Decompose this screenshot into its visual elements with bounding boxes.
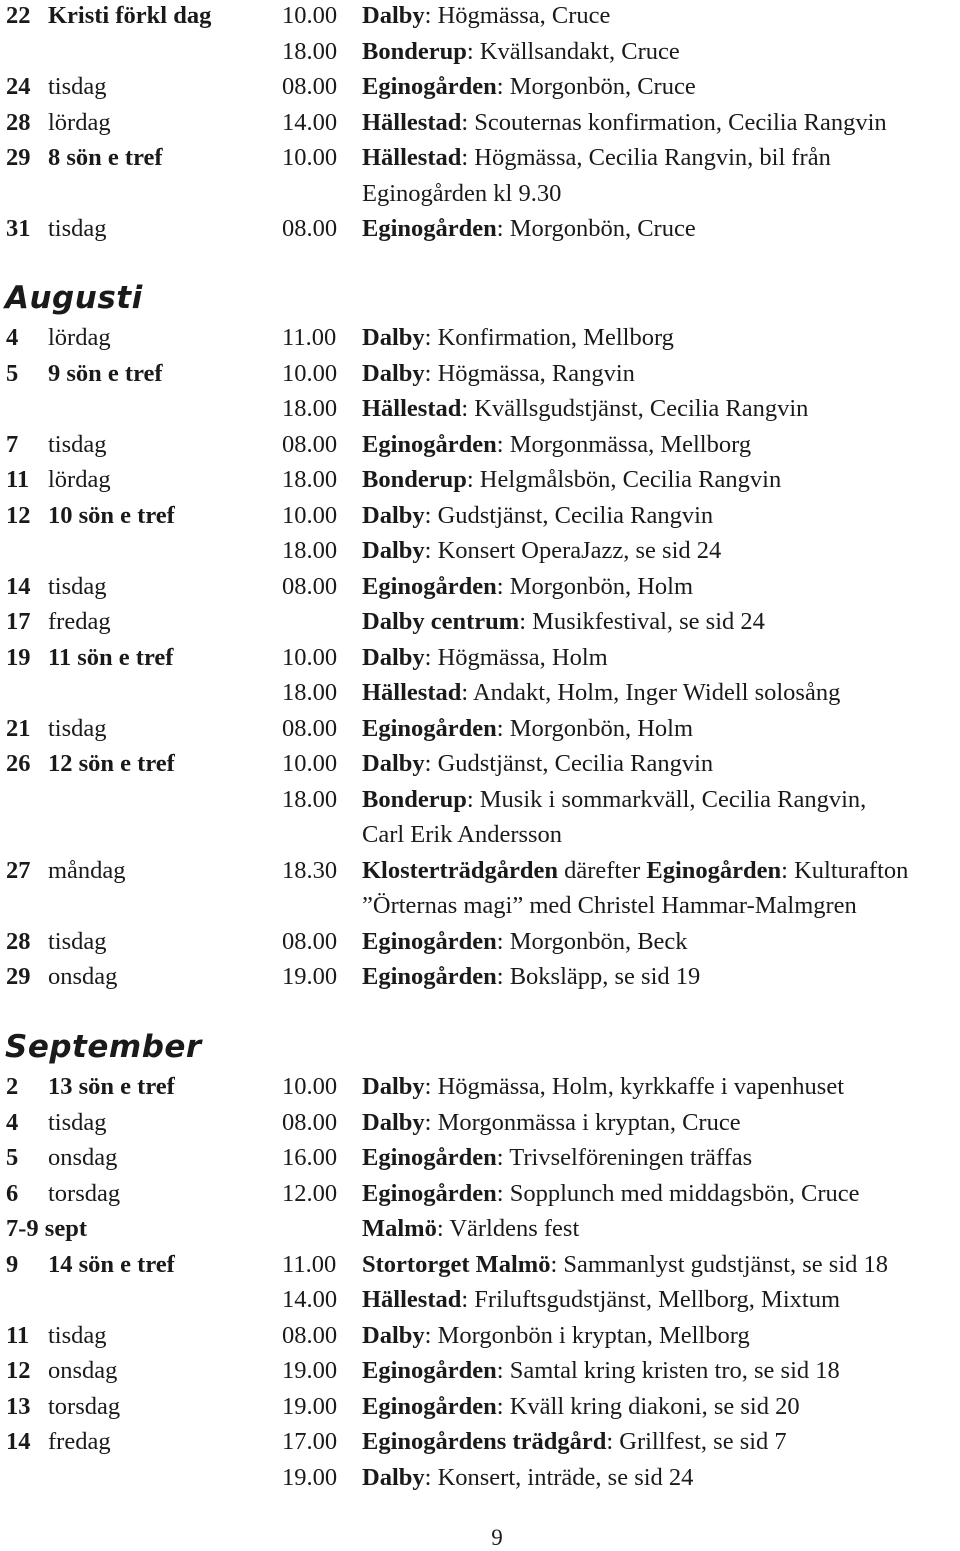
event-weekday: 11 sön e tref <box>48 643 174 671</box>
event-location: Bonderup <box>362 466 467 493</box>
event-location: Dalby <box>362 1463 425 1491</box>
event-row <box>0 924 960 959</box>
page-number: 9 <box>491 1525 503 1550</box>
event-day: 12 <box>6 1357 31 1384</box>
event-description <box>362 959 700 994</box>
event-description <box>362 140 831 175</box>
event-detail: : Scouternas konfirmation, Cecilia Rangvin <box>461 108 887 136</box>
event-day: 17 <box>6 608 31 635</box>
event-time: 08.00 <box>282 73 338 100</box>
event-day: 24 <box>6 73 31 100</box>
event-weekday: tisdag <box>48 572 107 600</box>
event-detail: : Musikfestival, se sid 24 <box>519 608 765 635</box>
event-row <box>0 1460 960 1495</box>
event-time: 08.00 <box>282 430 338 458</box>
month-heading-augusti: Augusti <box>5 280 143 316</box>
event-weekday: tisdag <box>48 1321 107 1349</box>
event-day: 2 <box>6 1073 19 1100</box>
event-row <box>0 888 960 923</box>
event-day: 13 <box>6 1392 31 1420</box>
event-day: 6 <box>6 1179 19 1207</box>
event-day: 7 <box>6 430 19 458</box>
event-row <box>0 604 960 639</box>
event-weekday: Kristi förkl dag <box>48 2 212 29</box>
event-day: 28 <box>6 108 31 136</box>
event-row <box>0 320 960 355</box>
event-row <box>0 782 960 817</box>
event-row <box>0 640 960 675</box>
event-description <box>362 746 713 781</box>
event-location: Malmö <box>362 1215 437 1242</box>
event-row <box>0 1140 960 1175</box>
event-time: 18.00 <box>282 395 338 422</box>
event-description <box>362 1211 579 1246</box>
event-time: 10.00 <box>282 501 338 529</box>
event-weekday: tisdag <box>48 215 107 242</box>
event-location: Dalby <box>362 501 425 529</box>
event-detail: : Boksläpp, se sid 19 <box>496 963 701 990</box>
event-detail: : Sammanlyst gudstjänst, se sid 18 <box>550 1250 889 1278</box>
event-description <box>362 1460 693 1495</box>
event-time: 08.00 <box>282 215 338 242</box>
event-weekday: lördag <box>48 108 111 136</box>
event-detail: Carl Erik Andersson <box>362 821 563 848</box>
event-detail: : Konfirmation, Mellborg <box>424 324 674 351</box>
event-detail: : Morgonmässa i kryptan, Cruce <box>424 1108 741 1136</box>
event-description <box>362 1069 844 1104</box>
event-day: 11 <box>6 1321 30 1349</box>
month-heading-september: September <box>5 1029 202 1065</box>
event-time: 10.00 <box>282 1073 338 1100</box>
event-time: 08.00 <box>282 1108 338 1136</box>
event-description <box>362 711 693 746</box>
event-row <box>0 1105 960 1140</box>
event-description <box>362 640 608 675</box>
event-time: 19.00 <box>282 1463 338 1491</box>
event-time: 14.00 <box>282 1286 338 1313</box>
event-detail: : Helgmålsbön, Cecilia Rangvin <box>466 466 782 493</box>
event-location: Hällestad <box>362 144 462 171</box>
event-time: 18.00 <box>282 537 338 564</box>
event-location: Hällestad <box>362 1286 462 1313</box>
event-row <box>0 1282 960 1317</box>
event-row <box>0 105 960 140</box>
event-detail: : Morgonbön i kryptan, Mellborg <box>424 1321 750 1349</box>
event-weekday: onsdag <box>48 1357 118 1384</box>
event-weekday: fredag <box>48 608 111 635</box>
event-day: 12 <box>6 501 31 529</box>
event-description <box>362 176 561 211</box>
event-time: 08.00 <box>282 572 338 600</box>
event-location: Hällestad <box>362 108 462 136</box>
event-detail: : Kulturafton <box>781 856 909 884</box>
event-time: 19.00 <box>282 1392 338 1420</box>
event-day: 19 <box>6 643 31 671</box>
event-weekday: lördag <box>48 466 111 493</box>
event-row <box>0 711 960 746</box>
event-weekday: lördag <box>48 324 111 351</box>
event-location: Eginogården <box>362 1357 497 1384</box>
event-location: Klosterträdgården <box>362 856 558 884</box>
event-day: 5 <box>6 359 19 387</box>
event-day: 29 <box>6 963 31 990</box>
event-time: 19.00 <box>282 963 338 990</box>
event-description <box>362 1282 840 1317</box>
event-detail: : Trivselföreningen träffas <box>496 1144 753 1171</box>
event-description <box>362 498 713 533</box>
event-description <box>362 1247 888 1282</box>
event-location: Hällestad <box>362 395 462 422</box>
event-description <box>362 105 887 140</box>
event-location: Eginogårdens trädgård <box>362 1428 607 1455</box>
event-weekday: tisdag <box>48 927 107 955</box>
event-description <box>362 675 840 710</box>
event-description <box>362 817 562 852</box>
event-row <box>0 427 960 462</box>
event-day: 26 <box>6 750 31 777</box>
event-time: 08.00 <box>282 714 338 742</box>
event-detail: : Morgonbön, Holm <box>496 714 694 742</box>
event-location: Dalby <box>362 324 425 351</box>
event-description <box>362 569 693 604</box>
event-day: 31 <box>6 215 31 242</box>
event-detail: Eginogården kl 9.30 <box>362 179 562 207</box>
event-row <box>0 1176 960 1211</box>
event-location: Eginogården <box>362 963 497 990</box>
event-description <box>362 391 808 426</box>
event-detail: : Sopplunch med middagsbön, Cruce <box>496 1179 860 1207</box>
event-time: 18.00 <box>282 37 338 65</box>
event-detail: : Samtal kring kristen tro, se sid 18 <box>496 1357 840 1384</box>
event-day: 14 <box>6 1428 31 1455</box>
event-day: 9 <box>6 1250 19 1278</box>
event-description <box>362 211 696 246</box>
event-row <box>0 176 960 211</box>
event-weekday: tisdag <box>48 73 107 100</box>
event-description <box>362 1176 859 1211</box>
event-row <box>0 140 960 175</box>
event-time: 10.00 <box>282 359 338 387</box>
event-row <box>0 356 960 391</box>
event-detail: : Friluftsgudstjänst, Mellborg, Mixtum <box>461 1286 841 1313</box>
event-description <box>362 1318 750 1353</box>
event-detail: : Världens fest <box>436 1215 580 1242</box>
event-row <box>0 498 960 533</box>
event-description <box>362 462 781 497</box>
event-weekday: onsdag <box>48 1144 118 1171</box>
event-time: 18.30 <box>282 856 338 884</box>
event-detail: : Morgonbön, Holm <box>496 572 694 600</box>
event-description <box>362 69 696 104</box>
event-time: 08.00 <box>282 1321 338 1349</box>
event-weekday: måndag <box>48 856 126 884</box>
event-location: Eginogården <box>362 430 497 458</box>
event-description <box>362 888 857 923</box>
event-detail: : Gudstjänst, Cecilia Rangvin <box>424 501 714 529</box>
event-location: Stortorget Malmö <box>362 1250 551 1278</box>
event-time: 12.00 <box>282 1179 338 1207</box>
event-location: Eginogården <box>362 572 497 600</box>
event-detail: : Morgonmässa, Mellborg <box>496 430 752 458</box>
event-day: 28 <box>6 927 31 955</box>
event-row <box>0 1424 960 1459</box>
event-weekday: 13 sön e tref <box>48 1073 175 1100</box>
event-time: 16.00 <box>282 1144 338 1171</box>
event-weekday: 10 sön e tref <box>48 501 175 529</box>
event-detail: : Kväll kring diakoni, se sid 20 <box>496 1392 800 1420</box>
event-day: 22 <box>6 2 31 29</box>
event-location: Eginogården <box>646 856 782 884</box>
event-location: Bonderup <box>362 785 467 813</box>
event-description <box>362 0 610 33</box>
event-day: 4 <box>6 324 19 351</box>
event-row <box>0 675 960 710</box>
event-location: Eginogården <box>362 215 497 242</box>
event-detail: : Kvällsgudstjänst, Cecilia Rangvin <box>461 395 809 422</box>
event-time: 18.00 <box>282 785 338 813</box>
event-time: 11.00 <box>282 1250 337 1278</box>
event-description <box>362 533 721 568</box>
event-detail: : Konsert, inträde, se sid 24 <box>424 1463 694 1491</box>
event-time: 08.00 <box>282 927 338 955</box>
event-description <box>362 1105 741 1140</box>
event-time: 18.00 <box>282 466 338 493</box>
event-location: Hällestad <box>362 679 462 706</box>
event-row <box>0 462 960 497</box>
event-description <box>362 1424 787 1459</box>
event-location: Dalby <box>362 1321 425 1349</box>
event-description <box>362 924 688 959</box>
event-day: 7-9 sept <box>6 1215 87 1242</box>
event-detail: ”Örternas magi” med Christel Hammar-Malmgren <box>362 892 857 919</box>
event-description <box>362 1389 800 1424</box>
event-row <box>0 34 960 69</box>
event-weekday: 8 sön e tref <box>48 144 163 171</box>
event-row <box>0 1069 960 1104</box>
event-location: Eginogården <box>362 73 497 100</box>
event-location: Dalby <box>362 1108 425 1136</box>
event-location: Eginogården <box>362 1179 497 1207</box>
event-location: Dalby <box>362 359 425 387</box>
event-day: 4 <box>6 1108 19 1136</box>
event-location: Eginogården <box>362 714 497 742</box>
event-location: Dalby centrum <box>362 608 520 635</box>
event-detail: : Gudstjänst, Cecilia Rangvin <box>424 750 714 777</box>
event-description <box>362 34 680 69</box>
event-location: Bonderup <box>362 37 467 65</box>
event-description <box>362 356 635 391</box>
event-weekday: tisdag <box>48 430 107 458</box>
event-detail: : Högmässa, Cecilia Rangvin, bil från <box>461 144 831 171</box>
event-description <box>362 1140 752 1175</box>
event-time: 10.00 <box>282 750 338 777</box>
event-day: 21 <box>6 714 31 742</box>
event-weekday: 9 sön e tref <box>48 359 163 387</box>
event-description <box>362 1353 840 1388</box>
event-time: 17.00 <box>282 1428 338 1455</box>
event-detail: : Kvällsandakt, Cruce <box>466 37 680 65</box>
event-row <box>0 391 960 426</box>
event-weekday: tisdag <box>48 1108 107 1136</box>
event-day: 27 <box>6 856 31 884</box>
event-detail: : Högmässa, Cruce <box>424 2 611 29</box>
event-weekday: 12 sön e tref <box>48 750 175 777</box>
event-detail: : Morgonbön, Beck <box>496 927 688 955</box>
event-row <box>0 1247 960 1282</box>
event-detail: : Högmässa, Holm, kyrkkaffe i vapenhuset <box>424 1073 844 1100</box>
event-row <box>0 0 960 33</box>
event-description <box>362 320 674 355</box>
event-time: 11.00 <box>282 324 337 351</box>
event-row <box>0 569 960 604</box>
event-row <box>0 211 960 246</box>
event-weekday: torsdag <box>48 1179 121 1207</box>
event-row <box>0 1318 960 1353</box>
event-location: Dalby <box>362 2 425 29</box>
event-weekday: torsdag <box>48 1392 121 1420</box>
event-detail: : Konsert OperaJazz, se sid 24 <box>424 537 722 564</box>
event-row <box>0 959 960 994</box>
event-location: Eginogården <box>362 1144 497 1171</box>
event-day: 29 <box>6 144 31 171</box>
event-day: 11 <box>6 466 30 493</box>
event-location: Eginogården <box>362 1392 497 1420</box>
event-time: 10.00 <box>282 2 338 29</box>
event-detail: : Grillfest, se sid 7 <box>606 1428 787 1455</box>
event-weekday: 14 sön e tref <box>48 1250 175 1278</box>
event-description <box>362 427 751 462</box>
event-location: Eginogården <box>362 927 497 955</box>
event-description <box>362 853 908 888</box>
event-row <box>0 1389 960 1424</box>
event-detail: : Högmässa, Holm <box>424 643 608 671</box>
event-detail: : Högmässa, Rangvin <box>424 359 635 387</box>
event-detail: : Andakt, Holm, Inger Widell solosång <box>461 679 841 706</box>
event-row <box>0 1211 960 1246</box>
event-row <box>0 817 960 852</box>
event-detail: : Morgonbön, Cruce <box>496 73 696 100</box>
event-location: Dalby <box>362 750 425 777</box>
event-day: 5 <box>6 1144 19 1171</box>
event-detail: : Morgonbön, Cruce <box>496 215 696 242</box>
event-detail: : Musik i sommarkväll, Cecilia Rangvin, <box>466 785 867 813</box>
event-description <box>362 604 765 639</box>
event-description <box>362 782 866 817</box>
event-time: 14.00 <box>282 108 338 136</box>
event-time: 10.00 <box>282 643 338 671</box>
event-location: Dalby <box>362 537 425 564</box>
event-detail: därefter <box>557 856 647 884</box>
event-day: 14 <box>6 572 31 600</box>
event-row <box>0 533 960 568</box>
event-row <box>0 746 960 781</box>
event-time: 10.00 <box>282 144 338 171</box>
event-row <box>0 1353 960 1388</box>
event-location: Dalby <box>362 643 425 671</box>
event-weekday: onsdag <box>48 963 118 990</box>
event-location: Dalby <box>362 1073 425 1100</box>
event-weekday: tisdag <box>48 714 107 742</box>
event-weekday: fredag <box>48 1428 111 1455</box>
event-row <box>0 853 960 888</box>
event-time: 18.00 <box>282 679 338 706</box>
event-time: 19.00 <box>282 1357 338 1384</box>
event-row <box>0 69 960 104</box>
